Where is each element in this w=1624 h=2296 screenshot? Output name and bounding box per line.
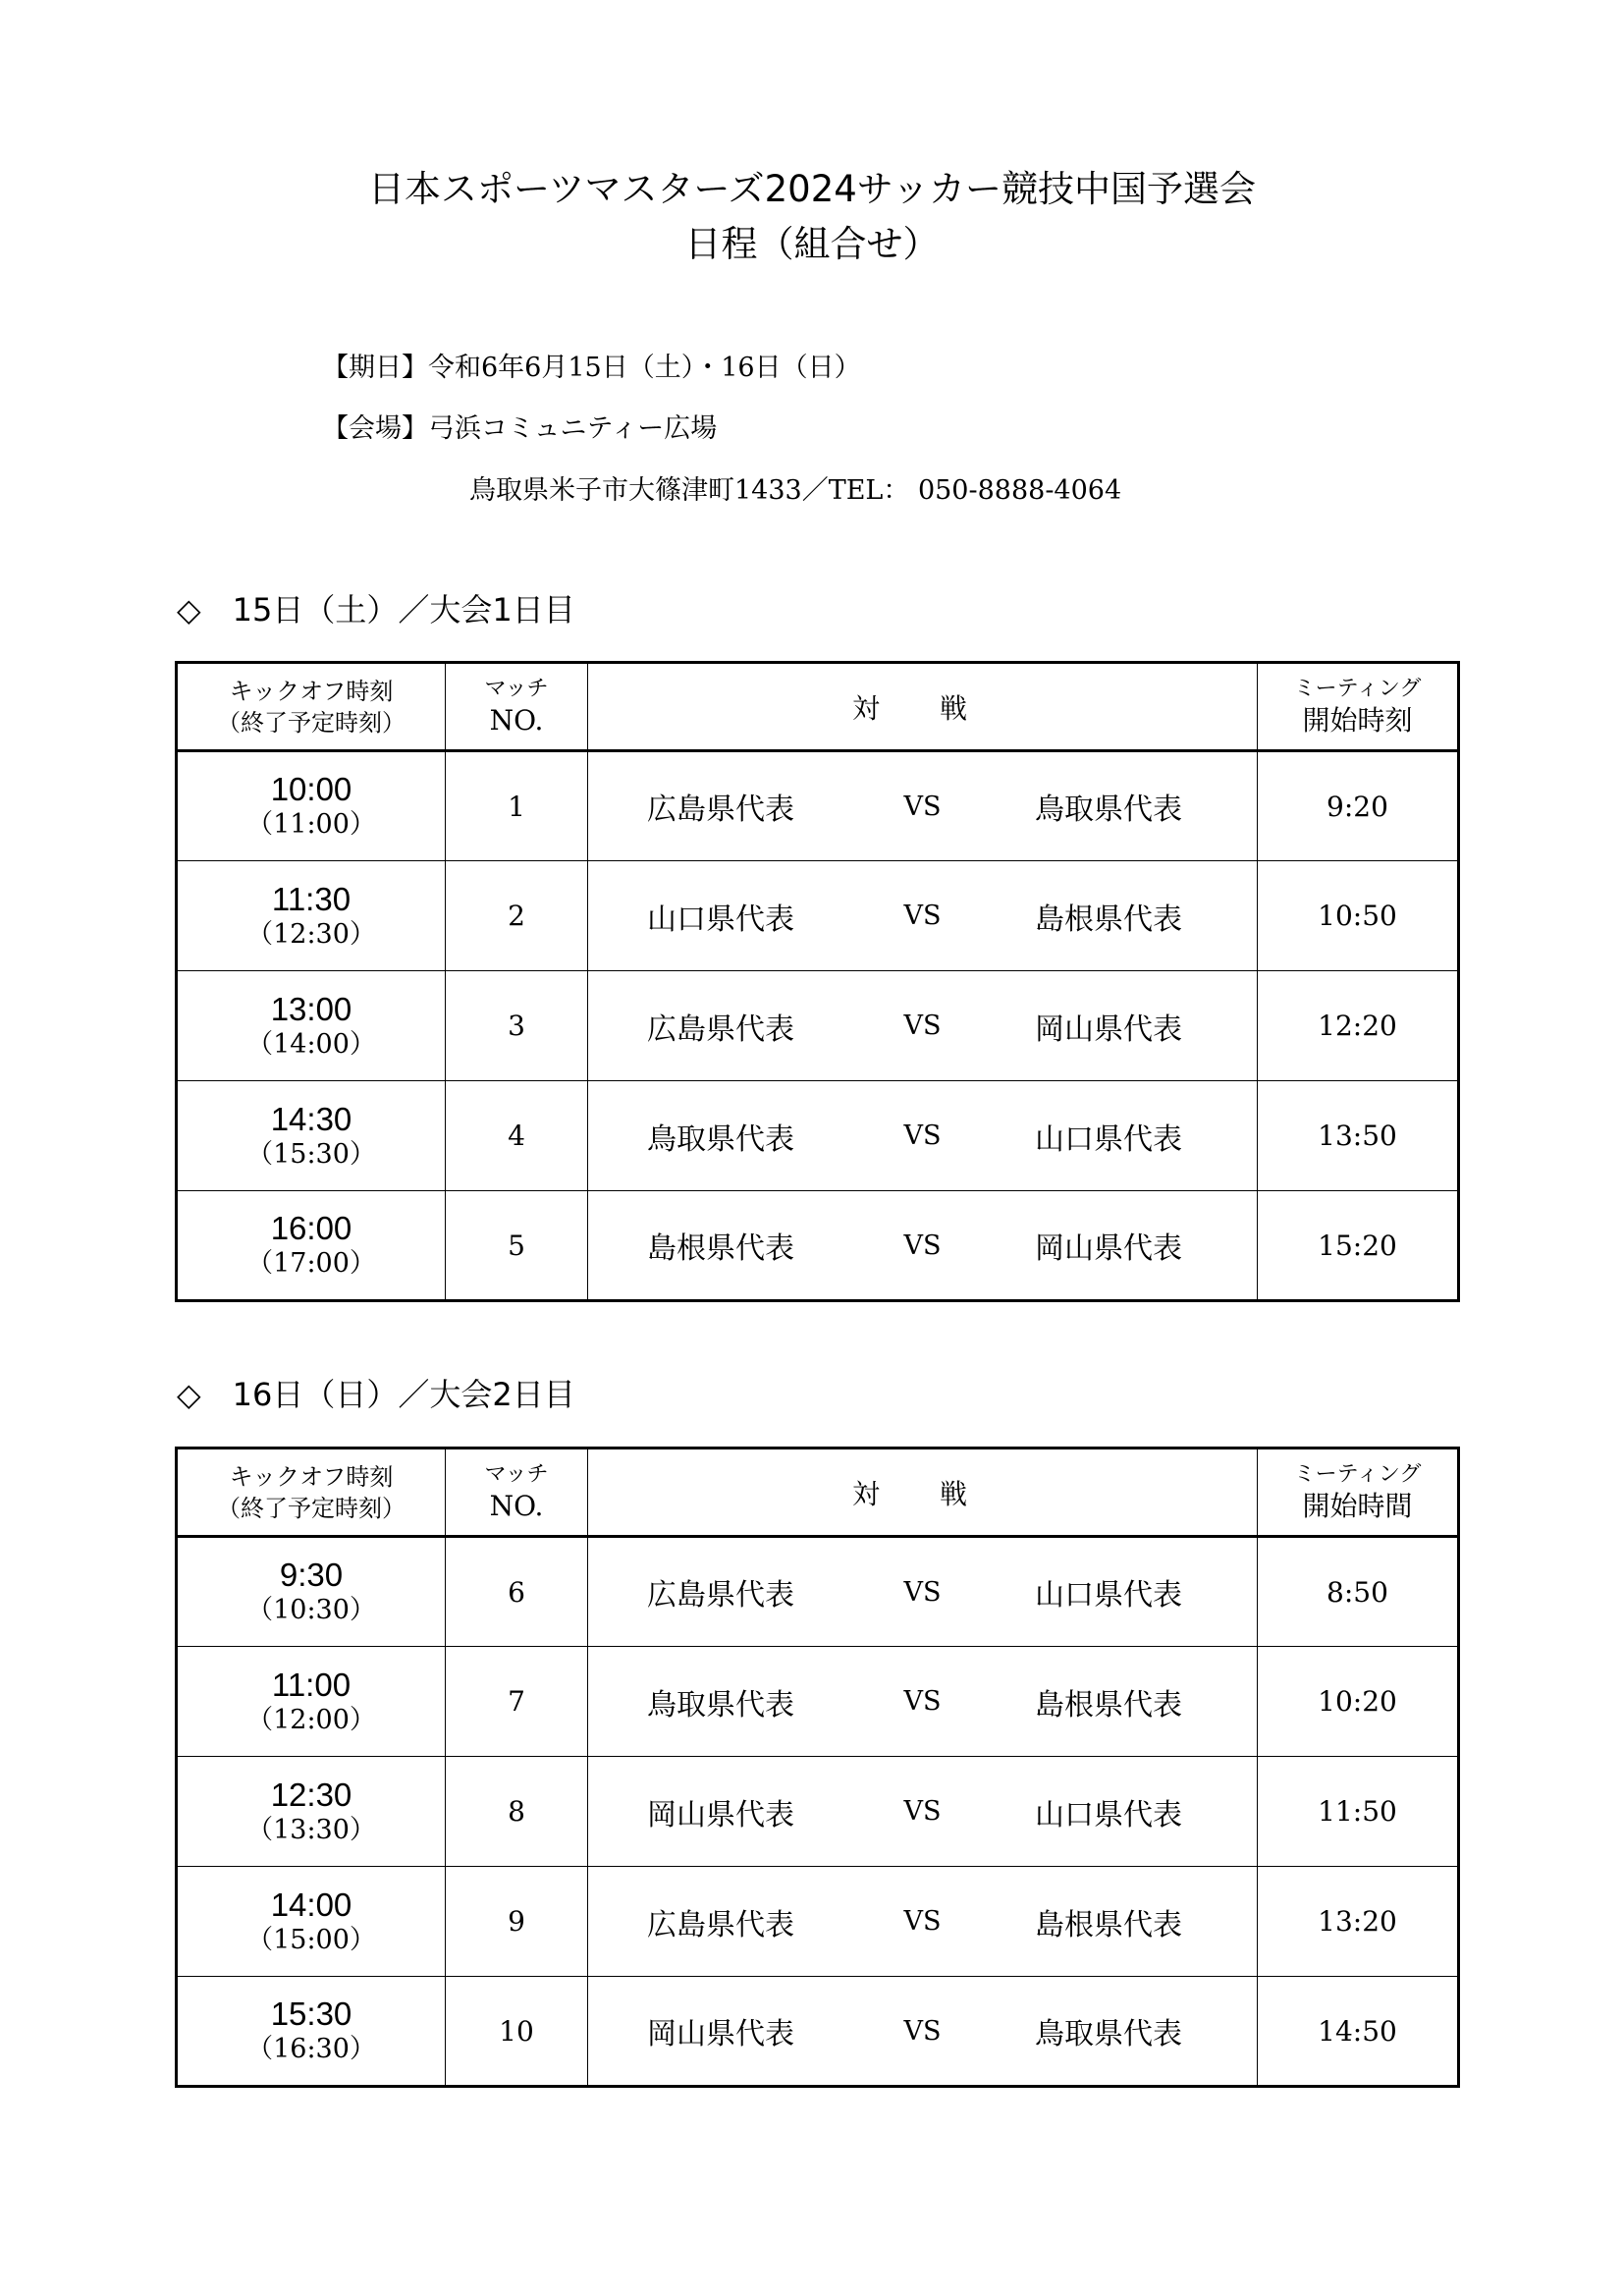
away-team: 岡山県代表 bbox=[1035, 1011, 1182, 1047]
table-row bbox=[177, 1757, 1459, 1867]
kickoff-time: 14:00 bbox=[270, 1886, 352, 1923]
home-team: 広島県代表 bbox=[647, 1578, 794, 1613]
home-team: 岡山県代表 bbox=[647, 1797, 794, 1832]
away-team: 島根県代表 bbox=[1035, 1687, 1182, 1722]
matchup-cell bbox=[588, 1081, 1258, 1191]
kickoff-header-line2: （終了予定時刻） bbox=[217, 708, 406, 737]
end-time: （17:00） bbox=[246, 1248, 376, 1279]
meeting-header-line2: 開始時刻 bbox=[1302, 703, 1413, 737]
table-row bbox=[177, 1977, 1459, 2087]
meeting-time: 13:50 bbox=[1258, 1081, 1459, 1191]
day2-heading: ◇ 16日（日）／大会2日目 bbox=[177, 1376, 575, 1413]
match-no-header-line1: マッチ bbox=[484, 1461, 549, 1487]
table-row bbox=[177, 1537, 1459, 1647]
matchup-cell bbox=[588, 861, 1258, 971]
table-row bbox=[177, 861, 1459, 971]
home-team: 山口県代表 bbox=[647, 902, 794, 937]
vs-label: VS bbox=[903, 1906, 942, 1937]
table-row bbox=[177, 751, 1459, 861]
kickoff-time: 11:00 bbox=[271, 1666, 352, 1703]
kickoff-time: 9:30 bbox=[279, 1557, 344, 1593]
meeting-header-line1: ミーティング bbox=[1293, 676, 1422, 701]
meeting-time: 10:20 bbox=[1258, 1647, 1459, 1757]
matchup-cell bbox=[588, 1757, 1258, 1867]
home-team: 岡山県代表 bbox=[647, 2017, 794, 2051]
match-number: 5 bbox=[446, 1191, 588, 1301]
kickoff-cell bbox=[177, 1537, 446, 1647]
match-number: 8 bbox=[446, 1757, 588, 1867]
vs-label: VS bbox=[903, 791, 942, 822]
home-team: 鳥取県代表 bbox=[647, 1687, 794, 1722]
table-row bbox=[177, 1191, 1459, 1301]
kickoff-cell bbox=[177, 1191, 446, 1301]
meeting-time: 15:20 bbox=[1258, 1191, 1459, 1301]
meeting-header bbox=[1258, 663, 1459, 751]
home-team: 島根県代表 bbox=[647, 1231, 794, 1266]
away-team: 岡山県代表 bbox=[1035, 1231, 1182, 1266]
matchup-cell bbox=[588, 751, 1258, 861]
matchup-cell bbox=[588, 971, 1258, 1081]
away-team: 鳥取県代表 bbox=[1035, 2017, 1182, 2051]
kickoff-time: 16:00 bbox=[270, 1210, 352, 1246]
page-title: 日本スポーツマスターズ2024サッカー競技中国予選会 bbox=[367, 168, 1257, 210]
meeting-time: 12:20 bbox=[1258, 971, 1459, 1081]
table-row bbox=[177, 1647, 1459, 1757]
table-row bbox=[177, 971, 1459, 1081]
end-time: （11:00） bbox=[246, 809, 376, 840]
match-number: 1 bbox=[446, 751, 588, 861]
match-number: 2 bbox=[446, 861, 588, 971]
end-time: （13:30） bbox=[246, 1814, 376, 1845]
day1-heading: ◇ 15日（土）／大会1日目 bbox=[177, 591, 575, 629]
table-header-row bbox=[177, 663, 1459, 751]
kickoff-cell bbox=[177, 1867, 446, 1977]
kickoff-cell bbox=[177, 751, 446, 861]
vs-label: VS bbox=[903, 1686, 942, 1717]
kickoff-header-line2: （終了予定時刻） bbox=[217, 1494, 406, 1522]
day2-schedule-table bbox=[175, 1447, 1460, 2088]
vs-label: VS bbox=[903, 1011, 942, 1041]
end-time: （15:30） bbox=[246, 1138, 376, 1170]
kickoff-cell bbox=[177, 1977, 446, 2087]
vs-label: VS bbox=[903, 1230, 942, 1261]
end-time: （10:30） bbox=[246, 1595, 376, 1625]
table-row bbox=[177, 1867, 1459, 1977]
matchup-cell bbox=[588, 1647, 1258, 1757]
kickoff-time: 11:30 bbox=[271, 880, 352, 917]
vs-label: VS bbox=[903, 901, 942, 931]
away-team: 島根県代表 bbox=[1035, 1907, 1182, 1942]
meeting-header bbox=[1258, 1449, 1459, 1537]
away-team: 島根県代表 bbox=[1035, 902, 1182, 937]
vs-label: VS bbox=[903, 2015, 942, 2047]
kickoff-cell bbox=[177, 861, 446, 971]
kickoff-header-line1: キックオフ時刻 bbox=[229, 1462, 394, 1491]
match-no-header-line2: NO. bbox=[489, 1489, 544, 1522]
table-row bbox=[177, 1081, 1459, 1191]
event-date: 【期日】令和6年6月15日（土）・16日（日） bbox=[322, 353, 861, 383]
event-venue: 【会場】弓浜コミュニティー広場 bbox=[322, 413, 718, 444]
match-number: 9 bbox=[446, 1867, 588, 1977]
kickoff-header bbox=[177, 1449, 446, 1537]
end-time: （15:00） bbox=[246, 1924, 376, 1955]
matchup-cell bbox=[588, 1191, 1258, 1301]
matchup-cell bbox=[588, 1867, 1258, 1977]
meeting-header-line2: 開始時間 bbox=[1302, 1489, 1413, 1522]
kickoff-cell bbox=[177, 1757, 446, 1867]
match-number: 3 bbox=[446, 971, 588, 1081]
vs-label: VS bbox=[903, 1121, 942, 1151]
kickoff-time: 14:30 bbox=[270, 1100, 352, 1137]
end-time: （12:00） bbox=[246, 1704, 376, 1735]
vs-label: VS bbox=[903, 1796, 942, 1827]
away-team: 山口県代表 bbox=[1035, 1797, 1182, 1832]
venue-address: 鳥取県米子市大篠津町1433／TEL： 050-8888-4064 bbox=[469, 475, 1122, 506]
away-team: 山口県代表 bbox=[1035, 1121, 1182, 1157]
kickoff-header-line1: キックオフ時刻 bbox=[229, 677, 394, 705]
day1-schedule-table bbox=[175, 661, 1460, 1302]
versus-header: 対 戦 bbox=[588, 1449, 1258, 1537]
meeting-time: 14:50 bbox=[1258, 1977, 1459, 2087]
match-no-header-line2: NO. bbox=[489, 703, 544, 737]
home-team: 広島県代表 bbox=[647, 793, 794, 827]
kickoff-time: 15:30 bbox=[270, 1995, 352, 2032]
meeting-time: 8:50 bbox=[1258, 1537, 1459, 1647]
match-number: 6 bbox=[446, 1537, 588, 1647]
kickoff-time: 12:30 bbox=[270, 1776, 352, 1813]
away-team: 鳥取県代表 bbox=[1035, 793, 1182, 827]
home-team: 広島県代表 bbox=[647, 1907, 794, 1942]
table-header-row bbox=[177, 1449, 1459, 1537]
match-no-header bbox=[446, 1449, 588, 1537]
end-time: （14:00） bbox=[246, 1028, 376, 1060]
match-number: 4 bbox=[446, 1081, 588, 1191]
meeting-time: 11:50 bbox=[1258, 1757, 1459, 1867]
away-team: 山口県代表 bbox=[1035, 1578, 1182, 1613]
kickoff-time: 13:00 bbox=[270, 990, 352, 1027]
match-no-header-line1: マッチ bbox=[484, 676, 549, 701]
matchup-cell bbox=[588, 1537, 1258, 1647]
kickoff-cell bbox=[177, 1647, 446, 1757]
home-team: 鳥取県代表 bbox=[647, 1121, 794, 1157]
versus-header: 対 戦 bbox=[588, 663, 1258, 751]
meeting-time: 13:20 bbox=[1258, 1867, 1459, 1977]
match-no-header bbox=[446, 663, 588, 751]
vs-label: VS bbox=[903, 1576, 942, 1608]
home-team: 広島県代表 bbox=[647, 1011, 794, 1047]
meeting-header-line1: ミーティング bbox=[1293, 1461, 1422, 1487]
matchup-cell bbox=[588, 1977, 1258, 2087]
kickoff-header bbox=[177, 663, 446, 751]
kickoff-cell bbox=[177, 1081, 446, 1191]
kickoff-cell bbox=[177, 971, 446, 1081]
meeting-time: 9:20 bbox=[1258, 751, 1459, 861]
kickoff-time: 10:00 bbox=[270, 771, 352, 807]
end-time: （12:30） bbox=[246, 918, 376, 950]
meeting-time: 10:50 bbox=[1258, 861, 1459, 971]
match-number: 10 bbox=[446, 1977, 588, 2087]
match-number: 7 bbox=[446, 1647, 588, 1757]
page-subtitle: 日程（組合せ） bbox=[684, 223, 940, 265]
end-time: （16:30） bbox=[246, 2034, 376, 2064]
